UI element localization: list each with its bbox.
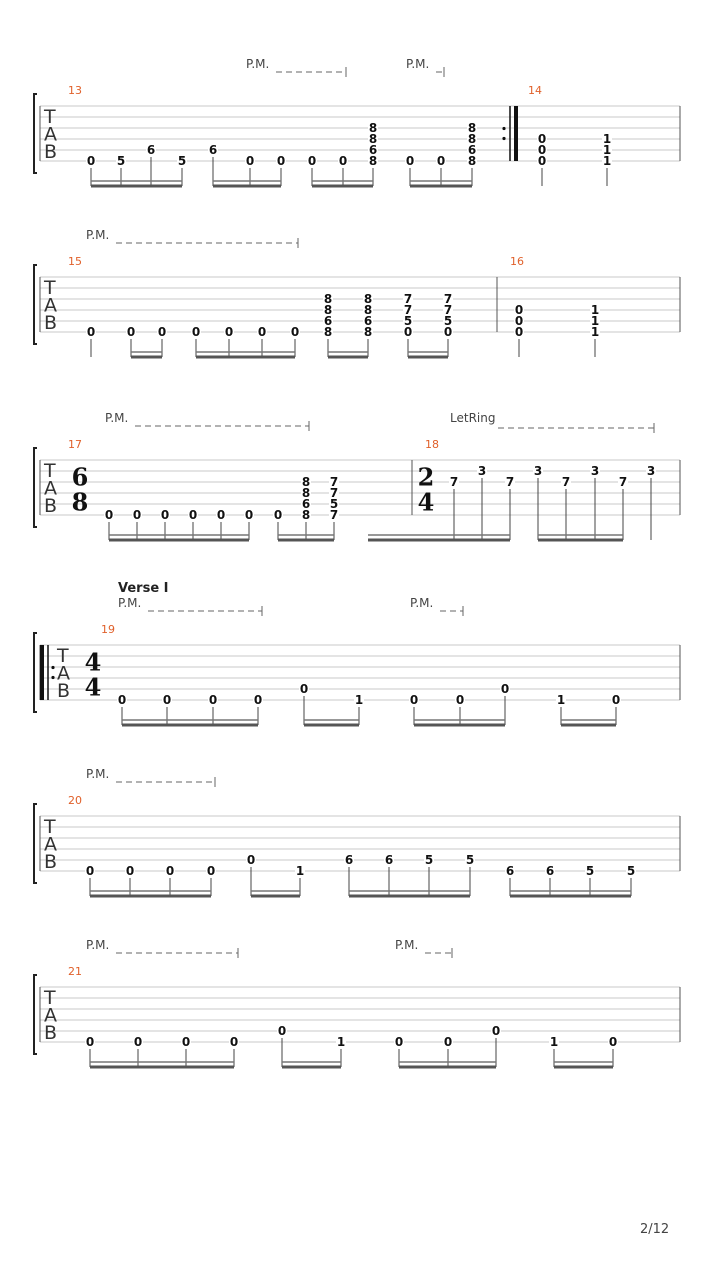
fret-number: 0 bbox=[290, 325, 300, 339]
palm-mute-label: P.M. bbox=[406, 57, 430, 71]
fret-number: 0 bbox=[104, 508, 114, 522]
fret-number: 3 bbox=[533, 464, 543, 478]
section-label: Verse I bbox=[118, 581, 169, 596]
tab-system bbox=[34, 948, 680, 1067]
fret-number: 0 bbox=[537, 154, 547, 168]
fret-number: 1 bbox=[590, 314, 600, 328]
fret-number: 8 bbox=[368, 132, 378, 146]
fret-number: 3 bbox=[477, 464, 487, 478]
fret-number: 0 bbox=[216, 508, 226, 522]
tab-clef-letter: B bbox=[44, 312, 58, 334]
fret-number: 7 bbox=[618, 475, 628, 489]
tab-clef-letter: A bbox=[44, 477, 57, 500]
repeat-dot bbox=[502, 137, 505, 140]
system-bracket bbox=[34, 448, 37, 527]
fret-number: 6 bbox=[368, 143, 378, 157]
fret-number: 7 bbox=[329, 508, 339, 522]
fret-number: 0 bbox=[86, 154, 96, 168]
fret-number: 0 bbox=[253, 693, 263, 707]
measure-number: 15 bbox=[68, 255, 82, 268]
fret-number: 1 bbox=[336, 1035, 346, 1049]
fret-number: 8 bbox=[368, 154, 378, 168]
time-signature-top: 6 bbox=[71, 462, 89, 492]
fret-number: 8 bbox=[368, 121, 378, 135]
tab-clef-letter: T bbox=[44, 277, 56, 299]
fret-number: 6 bbox=[384, 853, 394, 867]
fret-number: 0 bbox=[85, 1035, 95, 1049]
tab-clef-letter: A bbox=[44, 123, 57, 146]
fret-number: 8 bbox=[301, 475, 311, 489]
tab-clef-letter: B bbox=[57, 680, 71, 702]
fret-number: 0 bbox=[436, 154, 446, 168]
measure-number: 14 bbox=[528, 84, 542, 97]
time-signature-bottom: 4 bbox=[417, 487, 435, 517]
fret-number: 0 bbox=[338, 154, 348, 168]
fret-number: 5 bbox=[403, 314, 413, 328]
repeat-bar-thick bbox=[514, 106, 518, 161]
system-bracket bbox=[34, 633, 37, 712]
tab-clef-letter: T bbox=[44, 106, 56, 128]
fret-number: 0 bbox=[394, 1035, 404, 1049]
fret-number: 7 bbox=[329, 486, 339, 500]
fret-number: 0 bbox=[409, 693, 419, 707]
palm-mute-label: P.M. bbox=[105, 411, 129, 425]
fret-number: 0 bbox=[246, 853, 256, 867]
fret-number: 3 bbox=[590, 464, 600, 478]
fret-number: 0 bbox=[117, 693, 127, 707]
tab-system bbox=[34, 421, 680, 540]
fret-number: 6 bbox=[323, 314, 333, 328]
measure-number: 19 bbox=[101, 623, 115, 636]
fret-number: 0 bbox=[181, 1035, 191, 1049]
tab-clef-letter: B bbox=[44, 495, 58, 517]
tab-clef-letter: A bbox=[44, 1004, 57, 1027]
fret-number: 5 bbox=[585, 864, 595, 878]
palm-mute-label: P.M. bbox=[86, 938, 110, 952]
fret-number: 0 bbox=[455, 693, 465, 707]
fret-number: 1 bbox=[549, 1035, 559, 1049]
fret-number: 0 bbox=[133, 1035, 143, 1049]
time-signature-top: 4 bbox=[84, 647, 102, 677]
fret-number: 0 bbox=[244, 508, 254, 522]
fret-number: 0 bbox=[307, 154, 317, 168]
tab-system bbox=[34, 777, 680, 896]
palm-mute-label: P.M. bbox=[395, 938, 419, 952]
system-bracket bbox=[34, 804, 37, 883]
fret-number: 6 bbox=[363, 314, 373, 328]
palm-mute-label: P.M. bbox=[86, 228, 110, 242]
fret-number: 8 bbox=[467, 121, 477, 135]
tab-clef-letter: T bbox=[44, 816, 56, 838]
fret-number: 5 bbox=[329, 497, 339, 511]
fret-number: 0 bbox=[443, 1035, 453, 1049]
fret-number: 0 bbox=[276, 154, 286, 168]
tab-clef-letter: A bbox=[44, 833, 57, 856]
fret-number: 0 bbox=[500, 682, 510, 696]
tab-clef-letter: A bbox=[57, 662, 70, 685]
fret-number: 8 bbox=[323, 292, 333, 306]
fret-number: 7 bbox=[561, 475, 571, 489]
fret-number: 5 bbox=[465, 853, 475, 867]
tab-clef-letter: B bbox=[44, 1022, 58, 1044]
fret-number: 0 bbox=[86, 325, 96, 339]
system-bracket bbox=[34, 975, 37, 1054]
system-bracket bbox=[34, 94, 37, 173]
fret-number: 1 bbox=[354, 693, 364, 707]
tab-clef-letter: T bbox=[44, 460, 56, 482]
fret-number: 0 bbox=[299, 682, 309, 696]
fret-number: 7 bbox=[449, 475, 459, 489]
fret-number: 6 bbox=[208, 143, 218, 157]
fret-number: 0 bbox=[208, 693, 218, 707]
fret-number: 1 bbox=[590, 325, 600, 339]
fret-number: 6 bbox=[301, 497, 311, 511]
repeat-dot bbox=[51, 666, 54, 669]
repeat-dot bbox=[502, 127, 505, 130]
tab-system bbox=[34, 67, 680, 186]
let-ring-label: LetRing bbox=[450, 411, 496, 425]
fret-number: 0 bbox=[157, 325, 167, 339]
fret-number: 5 bbox=[116, 154, 126, 168]
fret-number: 8 bbox=[467, 154, 477, 168]
measure-number: 18 bbox=[425, 438, 439, 451]
fret-number: 7 bbox=[329, 475, 339, 489]
fret-number: 5 bbox=[424, 853, 434, 867]
fret-number: 0 bbox=[491, 1024, 501, 1038]
fret-number: 6 bbox=[545, 864, 555, 878]
fret-number: 0 bbox=[277, 1024, 287, 1038]
tab-clef-letter: A bbox=[44, 294, 57, 317]
time-signature-top: 2 bbox=[417, 462, 435, 492]
fret-number: 8 bbox=[363, 325, 373, 339]
measure-number: 17 bbox=[68, 438, 82, 451]
fret-number: 8 bbox=[323, 303, 333, 317]
fret-number: 0 bbox=[125, 864, 135, 878]
time-signature-bottom: 8 bbox=[71, 487, 89, 517]
measure-number: 20 bbox=[68, 794, 82, 807]
fret-number: 0 bbox=[191, 325, 201, 339]
fret-number: 1 bbox=[295, 864, 305, 878]
palm-mute-label: P.M. bbox=[246, 57, 270, 71]
fret-number: 0 bbox=[608, 1035, 618, 1049]
fret-number: 0 bbox=[514, 325, 524, 339]
palm-mute-label: P.M. bbox=[118, 596, 142, 610]
fret-number: 7 bbox=[403, 303, 413, 317]
measure-number: 21 bbox=[68, 965, 82, 978]
tab-clef-letter: T bbox=[57, 645, 69, 667]
fret-number: 8 bbox=[467, 132, 477, 146]
fret-number: 0 bbox=[403, 325, 413, 339]
fret-number: 5 bbox=[177, 154, 187, 168]
fret-number: 6 bbox=[344, 853, 354, 867]
fret-number: 0 bbox=[514, 303, 524, 317]
fret-number: 0 bbox=[160, 508, 170, 522]
fret-number: 0 bbox=[126, 325, 136, 339]
page-number: 2/12 bbox=[640, 1222, 670, 1237]
repeat-bar-thick bbox=[40, 645, 44, 700]
fret-number: 0 bbox=[245, 154, 255, 168]
tab-system bbox=[34, 238, 680, 357]
fret-number: 1 bbox=[602, 143, 612, 157]
fret-number: 7 bbox=[443, 292, 453, 306]
fret-number: 0 bbox=[257, 325, 267, 339]
system-bracket bbox=[34, 265, 37, 344]
fret-number: 8 bbox=[301, 508, 311, 522]
fret-number: 8 bbox=[363, 303, 373, 317]
fret-number: 1 bbox=[556, 693, 566, 707]
fret-number: 0 bbox=[162, 693, 172, 707]
fret-number: 0 bbox=[537, 143, 547, 157]
time-signature-bottom: 4 bbox=[84, 672, 102, 702]
fret-number: 0 bbox=[85, 864, 95, 878]
fret-number: 7 bbox=[443, 303, 453, 317]
fret-number: 1 bbox=[602, 132, 612, 146]
fret-number: 0 bbox=[537, 132, 547, 146]
fret-number: 5 bbox=[626, 864, 636, 878]
fret-number: 0 bbox=[229, 1035, 239, 1049]
fret-number: 8 bbox=[363, 292, 373, 306]
fret-number: 5 bbox=[443, 314, 453, 328]
measure-number: 13 bbox=[68, 84, 82, 97]
fret-number: 1 bbox=[590, 303, 600, 317]
fret-number: 0 bbox=[206, 864, 216, 878]
fret-number: 6 bbox=[505, 864, 515, 878]
fret-number: 0 bbox=[188, 508, 198, 522]
palm-mute-label: P.M. bbox=[86, 767, 110, 781]
fret-number: 7 bbox=[505, 475, 515, 489]
tab-clef-letter: B bbox=[44, 851, 58, 873]
palm-mute-label: P.M. bbox=[410, 596, 434, 610]
fret-number: 3 bbox=[646, 464, 656, 478]
fret-number: 6 bbox=[467, 143, 477, 157]
fret-number: 0 bbox=[132, 508, 142, 522]
fret-number: 6 bbox=[146, 143, 156, 157]
repeat-dot bbox=[51, 676, 54, 679]
fret-number: 0 bbox=[405, 154, 415, 168]
fret-number: 0 bbox=[224, 325, 234, 339]
tab-system bbox=[34, 606, 680, 725]
tab-clef-letter: T bbox=[44, 987, 56, 1009]
fret-number: 0 bbox=[273, 508, 283, 522]
tab-clef-letter: B bbox=[44, 141, 58, 163]
fret-number: 0 bbox=[165, 864, 175, 878]
measure-number: 16 bbox=[510, 255, 524, 268]
fret-number: 7 bbox=[403, 292, 413, 306]
fret-number: 0 bbox=[443, 325, 453, 339]
fret-number: 8 bbox=[323, 325, 333, 339]
fret-number: 8 bbox=[301, 486, 311, 500]
fret-number: 0 bbox=[611, 693, 621, 707]
fret-number: 0 bbox=[514, 314, 524, 328]
fret-number: 1 bbox=[602, 154, 612, 168]
